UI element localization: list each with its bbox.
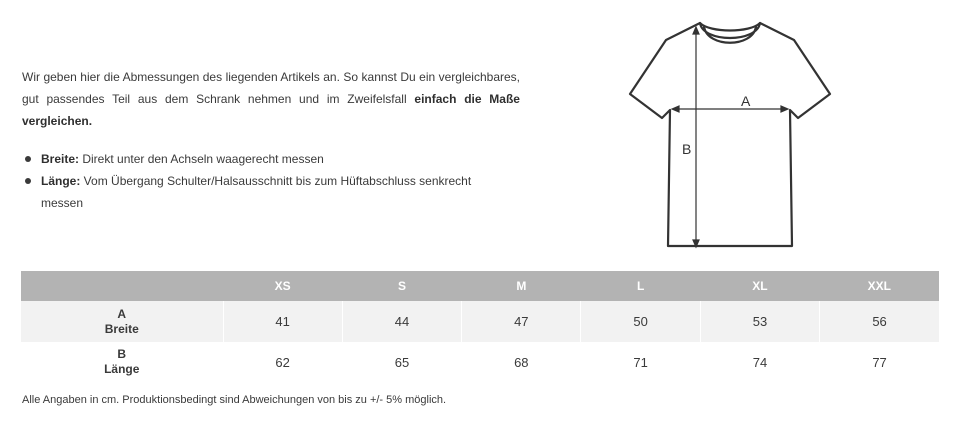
header-size-l: L <box>581 271 700 301</box>
table-cell: 56 <box>820 301 939 342</box>
row-label-breite <box>21 301 223 342</box>
tshirt-outline <box>630 23 830 246</box>
row-code: B <box>117 347 127 361</box>
table-cell: 53 <box>700 301 819 342</box>
instruction-length-term: Länge: <box>41 174 81 188</box>
tshirt-collar <box>700 23 760 43</box>
instruction-length <box>22 170 502 214</box>
measurement-instructions <box>22 148 502 214</box>
table-row-breite <box>21 301 939 342</box>
table-cell: 65 <box>342 342 461 382</box>
table-cell: 44 <box>342 301 461 342</box>
table-cell: 77 <box>820 342 939 382</box>
table-cell: 41 <box>223 301 342 342</box>
measurement-intro <box>22 66 520 132</box>
size-header-row <box>21 271 939 301</box>
table-cell: 47 <box>462 301 581 342</box>
header-size-m: M <box>462 271 581 301</box>
intro-emphasis: einfach die Maße vergleichen. <box>22 92 520 128</box>
width-label: A <box>741 93 751 109</box>
width-arrow-left <box>672 106 679 112</box>
table-cell: 68 <box>462 342 581 382</box>
table-cell: 71 <box>581 342 700 382</box>
table-cell: 74 <box>700 342 819 382</box>
row-code: A <box>117 306 127 321</box>
header-size-xs: XS <box>223 271 342 301</box>
header-size-xl: XL <box>700 271 819 301</box>
header-empty <box>21 271 223 301</box>
instruction-length-text: Vom Übergang Schulter/Halsausschnitt bis zum Hüftabschluss senkrecht messen <box>41 174 472 210</box>
header-size-xxl: XXL <box>820 271 939 301</box>
row-label-laenge <box>21 342 223 382</box>
row-name: Länge <box>104 362 140 376</box>
table-row-laenge <box>21 342 939 382</box>
header-size-s: S <box>342 271 461 301</box>
instruction-width-term: Breite: <box>41 152 80 166</box>
width-arrow-right <box>781 106 788 112</box>
table-cell: 62 <box>223 342 342 382</box>
table-cell: 50 <box>581 301 700 342</box>
row-name: Breite <box>104 321 139 336</box>
tshirt-diagram <box>620 18 840 254</box>
length-label: B <box>682 141 692 157</box>
instruction-width <box>22 148 502 170</box>
measurement-note: Alle Angaben in cm. Produktionsbedingt sind Abweichungen von bis zu +/- 5% möglich. <box>22 394 447 406</box>
size-table <box>21 271 939 382</box>
instruction-width-text: Direkt unter den Achseln waagerecht messen <box>79 152 324 166</box>
length-arrow-top <box>693 27 699 34</box>
intro-text: Wir geben hier die Abmessungen des liegenden Artikels an. So kannst Du ein vergleichbares, gut passendes Teil aus dem Schrank nehmen und im Zweifelsfall <box>22 70 520 106</box>
